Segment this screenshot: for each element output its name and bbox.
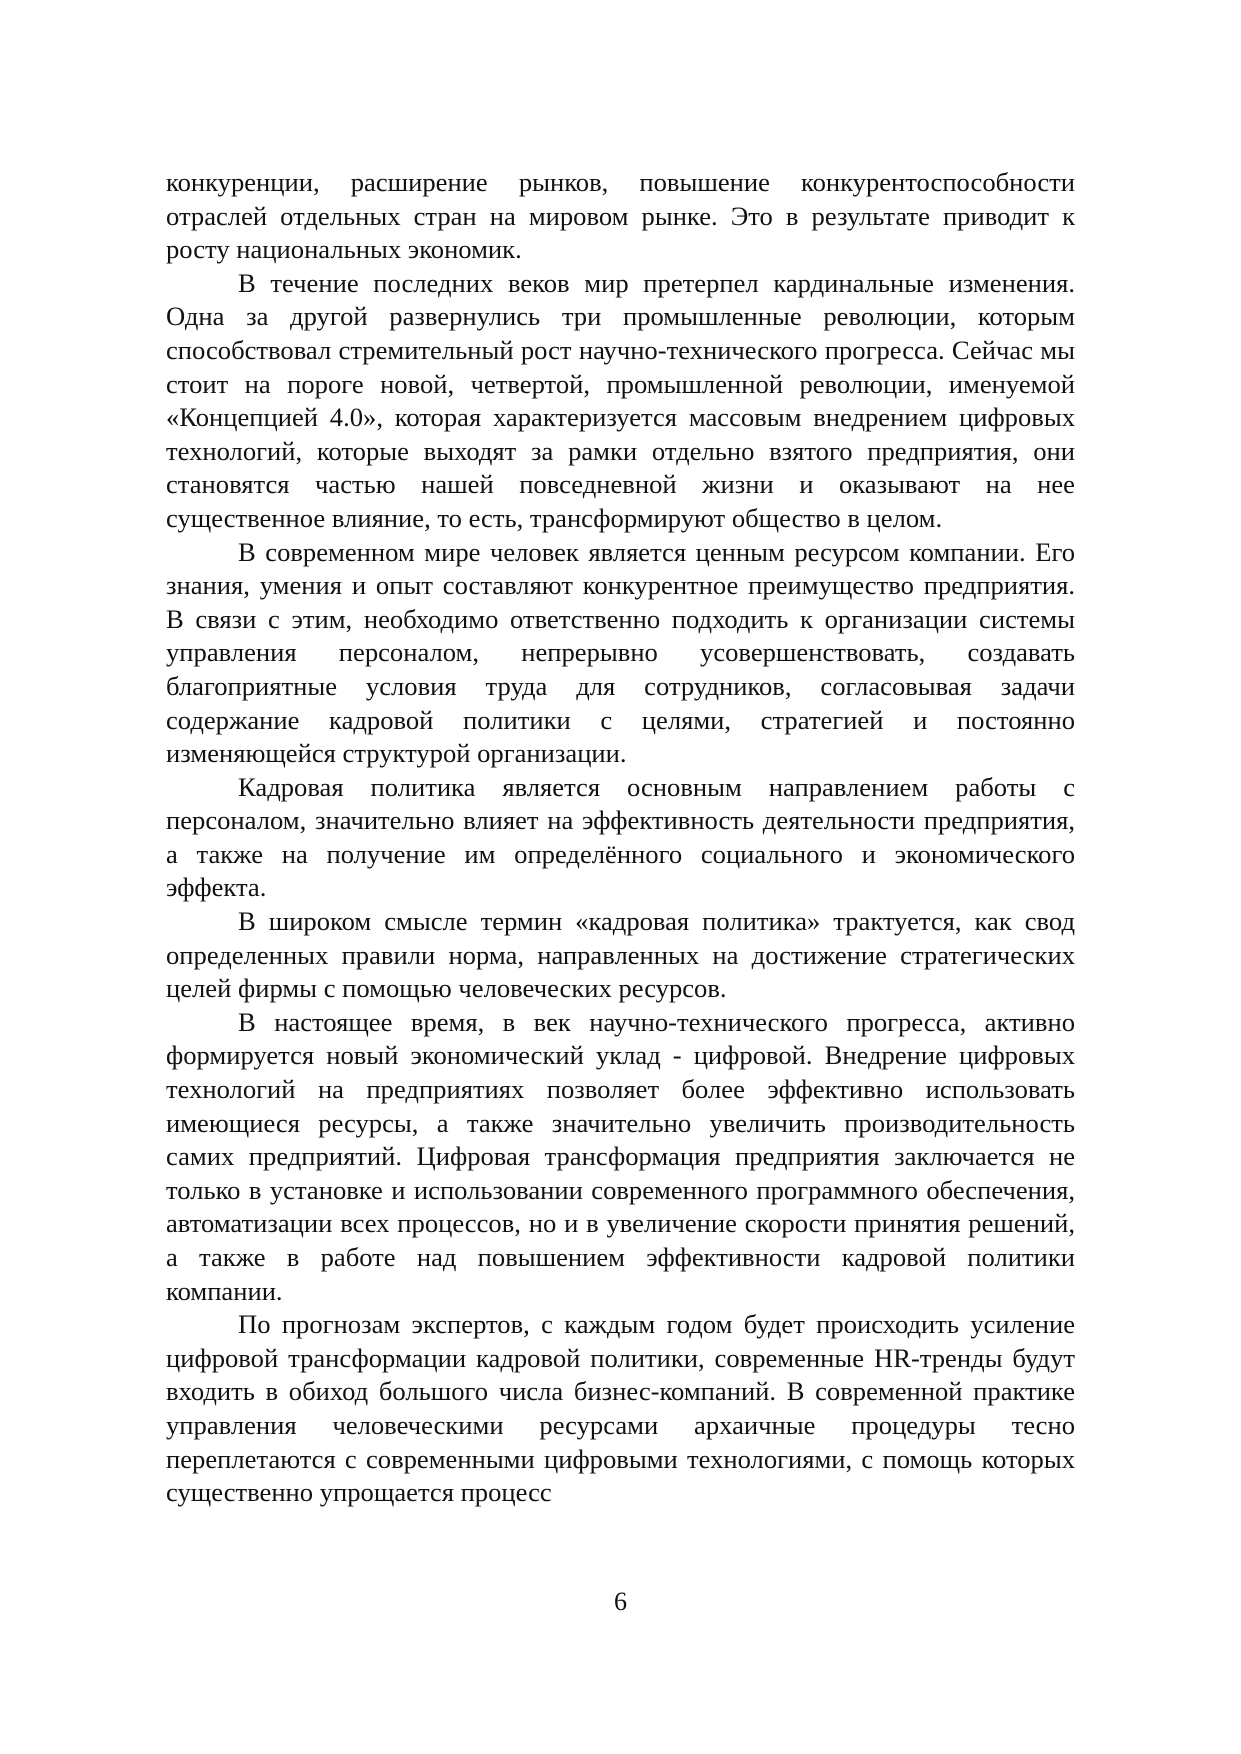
paragraph-continuation: конкуренции, расширение рынков, повышение конкурентоспособности отраслей отдельных стран на мировом рынке. Это в результате приводит к росту национальных экономик.: [166, 167, 1075, 265]
paragraph: В течение последних веков мир претерпел кардинальные изменения. Одна за другой развернулись три промышленные революции, которым способствовал стремительный рост научно-технического прогресса. Сейчас мы стоит на пороге новой, четвертой, промышленной революции, именуемой «Концепцией 4.0», которая характеризуется массовым внедрением цифровых технологий, которые выходят за рамки отдельно взятого предприятия, они становятся частью нашей повседневной жизни и оказывают на нее существенное влияние, то есть, трансформируют общество в целом.: [166, 267, 1075, 533]
page-number: 6: [614, 1587, 627, 1616]
paragraph: В современном мире человек является ценным ресурсом компании. Его знания, умения и опыт составляют конкурентное преимущество предприятия. В связи с этим, необходимо ответственно подходить к организации системы управления персоналом, непрерывно усовершенствовать, создавать благоприятные условия труда для сотрудников, согласовывая задачи содержание кадровой политики с целями, стратегией и постоянно изменяющейся структурой организации.: [166, 536, 1075, 769]
paragraph: По прогнозам экспертов, с каждым годом будет происходить усиление цифровой трансформации кадровой политики, современные HR-тренды будут входить в обиход большого числа бизнес-компаний. В современной практике управления человеческими ресурсами архаичные процедуры тесно переплетаются с современными цифровыми технологиями, с помощь которых существенно упрощается процесс: [166, 1309, 1075, 1508]
paragraph: Кадровая политика является основным направлением работы с персоналом, значительно влияет на эффективность деятельности предприятия, а также на получение им определённого социального и экономического эффекта.: [166, 771, 1075, 903]
body-text: [166, 166, 1075, 1510]
paragraph: В широком смысле термин «кадровая политика» трактуется, как свод определенных правили норма, направленных на достижение стратегических целей фирмы с помощью человеческих ресурсов.: [166, 906, 1075, 1004]
paragraph: В настоящее время, в век научно-технического прогресса, активно формируется новый экономический уклад - цифровой. Внедрение цифровых технологий на предприятиях позволяет более эффективно использовать имеющиеся ресурсы, а также значительно увеличить производительность самих предприятий. Цифровая трансформация предприятия заключается не только в установке и использовании современного программного обеспечения, автоматизации всех процессов, но и в увеличение скорости принятия решений, а также в работе над повышением эффективности кадровой политики компании.: [166, 1006, 1075, 1306]
